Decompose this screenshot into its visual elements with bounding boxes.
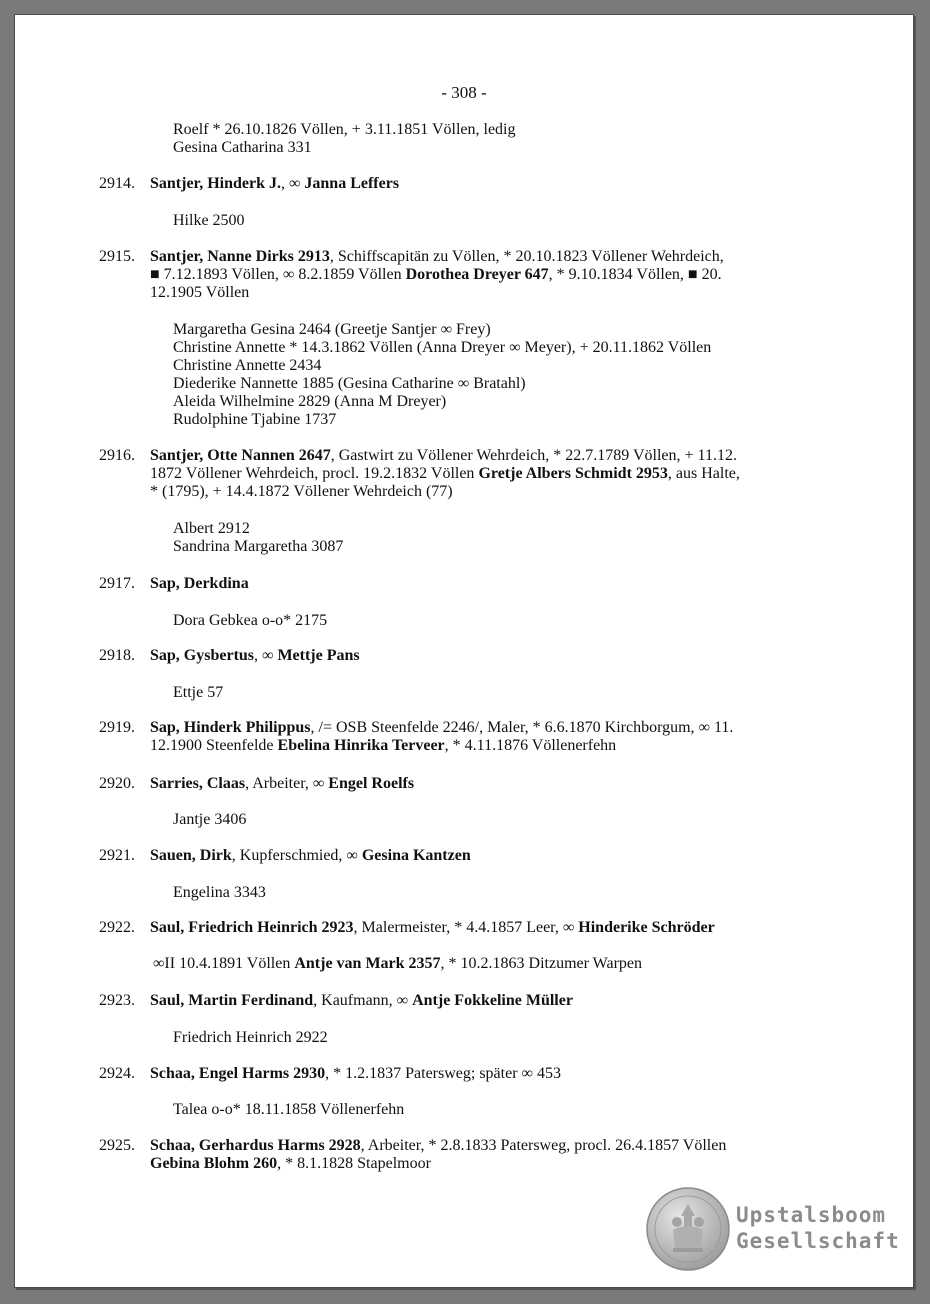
- entry-number: 2918.: [99, 647, 135, 664]
- entry-text: , Malermeister, * 4.4.1857 Leer, ∞: [353, 919, 579, 936]
- spouse-name: Hinderike Schröder: [578, 919, 715, 936]
- entry-text: , Arbeiter, * 2.8.1833 Patersweg, procl. 26.4.1857 Völlen: [360, 1137, 727, 1154]
- entry-text: , Arbeiter, ∞: [245, 775, 329, 792]
- entry-text: , * 8.1.1828 Stapelmoor: [277, 1155, 431, 1172]
- entry-text: ■ 7.12.1893 Völlen, ∞ 8.2.1859 Völlen: [150, 266, 406, 283]
- entry-number: 2917.: [99, 575, 135, 592]
- marriage-symbol: , ∞: [254, 647, 278, 664]
- entry-number: 2920.: [99, 775, 135, 792]
- second-marriage-line: [153, 955, 642, 973]
- spouse-name: Dorothea Dreyer 647: [405, 266, 549, 283]
- entry-number: 2915.: [99, 248, 135, 265]
- entry-text: , * 1.2.1837 Patersweg; später ∞ 453: [325, 1065, 561, 1082]
- entry-head: Saul, Friedrich Heinrich 2923: [150, 919, 354, 936]
- child-line: Rudolphine Tjabine 1737: [173, 411, 337, 428]
- spouse-name: Janna Leffers: [304, 175, 400, 192]
- entry-head: Santjer, Nanne Dirks 2913: [150, 248, 330, 265]
- entry-head: Sarries, Claas: [150, 775, 246, 792]
- entry-head: Saul, Martin Ferdinand: [150, 992, 314, 1009]
- entry-text: , * 9.10.1834 Völlen, ■ 20.: [548, 266, 722, 283]
- entry-text: , * 4.11.1876 Völlenerfehn: [444, 737, 617, 754]
- brand-line-2: Gesellschaft: [736, 1229, 900, 1253]
- entry-text: , Kupferschmied, ∞: [231, 847, 362, 864]
- spouse-name: Gretje Albers Schmidt 2953: [478, 465, 668, 482]
- entry-number: 2922.: [99, 919, 135, 936]
- child-line: Engelina 3343: [173, 884, 266, 901]
- entry-head: Schaa, Engel Harms 2930: [150, 1065, 326, 1082]
- child-line: Diederike Nannette 1885 (Gesina Catharine ∞ Bratahl): [173, 375, 526, 392]
- spouse-name: Engel Roelfs: [328, 775, 415, 792]
- entry-head: Schaa, Gerhardus Harms 2928: [150, 1137, 361, 1154]
- entry-text: 1872 Völlener Wehrdeich, procl. 19.2.1832 Völlen: [150, 465, 479, 482]
- entry-head: Santjer, Hinderk J.: [150, 175, 281, 192]
- entry-text: , * 10.2.1863 Ditzumer Warpen: [440, 955, 643, 972]
- child-line: Aleida Wilhelmine 2829 (Anna M Dreyer): [173, 393, 447, 410]
- entry-number: 2923.: [99, 992, 135, 1009]
- entry-text: ∞II 10.4.1891 Völlen: [153, 955, 295, 972]
- entry-head: Sauen, Dirk: [150, 847, 232, 864]
- spouse-name: Ebelina Hinrika Terveer: [277, 737, 445, 754]
- entry-text: * (1795), + 14.4.1872 Völlener Wehrdeich (77): [150, 483, 453, 500]
- entry-number: 2919.: [99, 719, 135, 736]
- spouse-name: Gesina Kantzen: [361, 847, 471, 864]
- document-page: - 308 - Roelf * 26.10.1826 Völlen, + 3.11.1851 Völlen, ledig Gesina Catharina 331 2914. Santjer, Hinderk J., ∞ Janna Leffers Hilke 2500 2915. Santjer, Nanne Dirks 2913, Schiffscapitän zu Völlen, * 20.10.1823 Völlener Wehrdeich, ■ 7.12.1893 Völlen, ∞ 8.2.1859 Völlen Dorothea Dreyer 647, * 9.10.1834 Völlen, ■ 20. 12.1905 Völlen Margaretha Gesina 2464 (Greetje Santjer ∞ Frey) Christine Annette * 14.3.1862 Völlen (Anna Dreyer ∞ Meyer), + 20.11.1862 Völlen Christine Annette 2434 Diederike Nannette 1885 (Gesina Catharine ∞ Bratahl) Aleida Wilhelmine 2829 (Anna M Dreyer) Rudolphine Tjabine 1737 2916. Santjer, Otte Nannen 2647, Gastwirt zu Völlener Wehrdeich, * 22.7.1789 Völlen, + 11.12. 1872 Völlener Wehrdeich, procl. 19.2.1832 Völlen Gretje Albers Schmidt 2953, aus Halte, * (1795), + 14.4.1872 Völlener Wehrdeich (77) Albert 2912 Sandrina Margaretha 3087 2917. Sap, Derkdina Dora Gebkea o-o* 2175 2918. Sap, Gysbertus, ∞ Mettje Pans Ettje 57 2919. Sap, Hinderk Philippus, /= OSB Steenfelde 2246/, Maler, * 6.6.1870 Kirchborgum, ∞ 11. 12.1900 Steenfelde Ebelina Hinrika Terveer, * 4.11.1876 Völlenerfehn 2920. Sarries, Claas, Arbeiter, ∞ Engel Roelfs Jantje 3406 2921. Sauen, Dirk, Kupferschmied, ∞ Gesina Kantzen Engelina 3343 2922. Saul, Friedrich Heinrich 2923, Malermeister, * 4.4.1857 Leer, ∞ Hinderike Schröder ∞II 10.4.1891 Völlen Antje van Mark 2357, * 10.2.1863 Ditzumer Warpen 2923. Saul, Martin Ferdinand, Kaufmann, ∞ Antje Fokkeline Müller Friedrich Heinrich 2922 2924. Schaa, Engel Harms 2930, * 1.2.1837 Patersweg; später ∞ 453 Talea o-o* 18.11.1858 Völlenerfehn 2925. Schaa, Gerhardus Harms 2928, Arbeiter, * 2.8.1833 Patersweg, procl. 26.4.1857 Völlen Gebina Blohm 260, * 8.1.1828 Stapelmoor: [14, 14, 914, 1288]
- entry-head: Sap, Gysbertus: [150, 647, 255, 664]
- entry-text: 12.1905 Völlen: [150, 284, 250, 301]
- entry-number: 2916.: [99, 447, 135, 464]
- child-line: Sandrina Margaretha 3087: [173, 538, 344, 555]
- child-line: Jantje 3406: [173, 811, 247, 828]
- child-line: Friedrich Heinrich 2922: [173, 1029, 328, 1046]
- entry-head: Sap, Hinderk Philippus: [150, 719, 311, 736]
- child-line: Dora Gebkea o-o* 2175: [173, 612, 328, 629]
- prev-line-1: Roelf * 26.10.1826 Völlen, + 3.11.1851 Völlen, ledig: [173, 121, 516, 138]
- entry-text: , aus Halte,: [667, 465, 740, 482]
- brand-watermark: [736, 1202, 900, 1254]
- entry-number: 2925.: [99, 1137, 135, 1154]
- entry-head: Santjer, Otte Nannen 2647: [150, 447, 331, 464]
- child-line: Hilke 2500: [173, 212, 245, 229]
- child-line: Albert 2912: [173, 520, 250, 537]
- spouse-name: Antje Fokkeline Müller: [412, 992, 573, 1009]
- entry-text: , Schiffscapitän zu Völlen, * 20.10.1823 Völlener Wehrdeich,: [329, 248, 724, 265]
- child-line: Margaretha Gesina 2464 (Greetje Santjer ∞ Frey): [173, 321, 491, 338]
- child-line: Talea o-o* 18.11.1858 Völlenerfehn: [173, 1101, 405, 1118]
- entry-number: 2914.: [99, 175, 135, 192]
- child-line: Ettje 57: [173, 684, 224, 701]
- page-number: - 308 -: [441, 83, 487, 102]
- spouse-name: Gebina Blohm 260: [150, 1155, 278, 1172]
- entry-number: 2924.: [99, 1065, 135, 1082]
- prev-line-2: Gesina Catharina 331: [173, 139, 312, 156]
- brand-line-1: Upstalsboom: [736, 1203, 887, 1227]
- child-line: Christine Annette * 14.3.1862 Völlen (Anna Dreyer ∞ Meyer), + 20.11.1862 Völlen: [173, 339, 712, 356]
- seal-icon: [645, 1186, 731, 1272]
- spouse-name: Mettje Pans: [277, 647, 360, 664]
- marriage-symbol: ∞: [288, 175, 301, 192]
- entry-text: , /= OSB Steenfelde 2246/, Maler, * 6.6.1870 Kirchborgum, ∞ 11.: [310, 719, 734, 736]
- entry-number: 2921.: [99, 847, 135, 864]
- entry-text: 12.1900 Steenfelde: [150, 737, 278, 754]
- child-line: Christine Annette 2434: [173, 357, 322, 374]
- spouse-name: Antje van Mark 2357: [294, 955, 441, 972]
- entry-text: , Kaufmann, ∞: [313, 992, 413, 1009]
- entry-head: Sap, Derkdina: [150, 575, 249, 592]
- entry-text: , Gastwirt zu Völlener Wehrdeich, * 22.7.1789 Völlen, + 11.12.: [330, 447, 737, 464]
